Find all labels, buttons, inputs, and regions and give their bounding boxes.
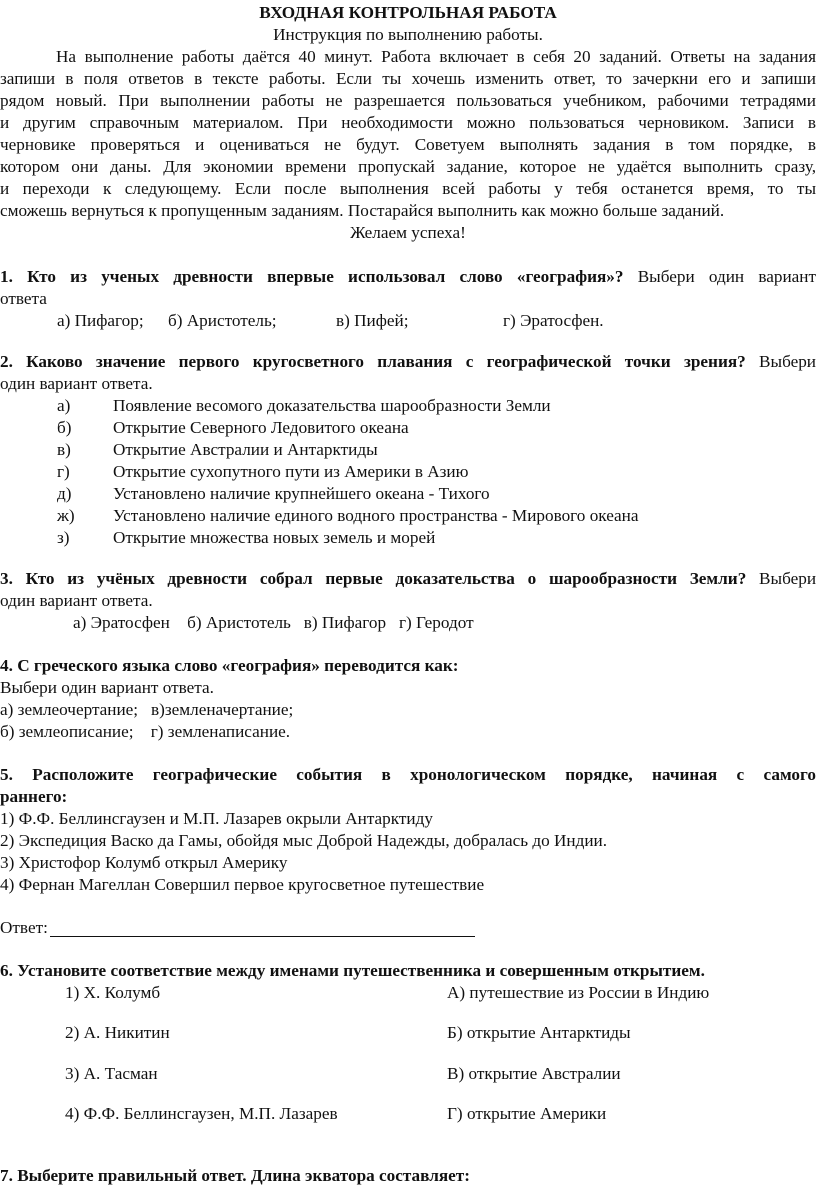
question-2-option-g[interactable]: Открытие множества новых земель и морей [113, 528, 436, 547]
question-2-option-letter: б) [57, 418, 72, 437]
question-1-prompt-cont: ответа [0, 289, 47, 308]
question-3-prompt-cont: один вариант ответа. [0, 591, 153, 610]
question-1-option-a[interactable]: а) Пифагор; [57, 311, 144, 330]
question-6-right-item: Б) открытие Антарктиды [447, 1023, 631, 1042]
question-2-option-b[interactable]: Открытие Северного Ледовитого океана [113, 418, 409, 437]
document-title: ВХОДНАЯ КОНТРОЛЬНАЯ РАБОТА [259, 3, 557, 22]
question-6-left-item: 3) А. Тасман [65, 1064, 158, 1083]
question-2-prompt [0, 351, 816, 373]
question-4-instruction: Выбери один вариант ответа. [0, 678, 214, 697]
question-1-prompt [0, 266, 816, 288]
instructions-heading: Инструкция по выполнению работы. [273, 25, 543, 44]
instruction-line: черновике проверяться и оцениваться не будут. Советуем выполнять задания в том порядке, в [0, 135, 816, 154]
question-5-prompt: 5. Расположите географические события в хронологическом порядке, начиная с самого [0, 765, 816, 784]
question-3-rest: Выбери [746, 569, 816, 588]
question-6-left-item: 2) А. Никитин [65, 1023, 170, 1042]
question-1-option-d[interactable]: г) Эратосфен. [503, 311, 604, 330]
question-5-answer [0, 917, 816, 939]
question-2-option-a[interactable]: Появление весомого доказательства шарообразности Земли [113, 396, 551, 415]
question-4-options-row-2[interactable]: б) землеописание; г) земленаписание. [0, 722, 291, 741]
question-2-option-e[interactable]: Установлено наличие крупнейшего океана - Тихого [113, 484, 490, 503]
question-2-bold: 2. Каково значение первого кругосветного плавания с географической точки зрения? [0, 352, 746, 371]
question-1-rest: Выбери один вариант [623, 267, 816, 286]
question-2-option-letter: а) [57, 396, 71, 415]
question-1-option-b[interactable]: б) Аристотель; [168, 311, 277, 330]
instruction-line: запиши в поля ответов в тексте работы. Если ты хочешь изменить ответ, то зачеркни его и запиши [0, 69, 816, 88]
answer-label: Ответ: [0, 918, 48, 937]
question-2-option-letter: в) [57, 440, 71, 459]
question-6-left-item: 1) Х. Колумб [65, 983, 161, 1002]
question-5-item: 3) Христофор Колумб открыл Америку [0, 853, 288, 872]
question-4-options-row-1[interactable]: а) землеочертание; в)земленачертание; [0, 700, 294, 719]
question-2-option-letter: з) [57, 528, 70, 547]
question-4-prompt: 4. С греческого языка слово «география» переводится как: [0, 656, 459, 675]
question-1-bold: 1. Кто из ученых древности впервые использовал слово «география»? [0, 267, 624, 286]
question-5-prompt-cont: раннего: [0, 787, 68, 806]
question-5-item: 2) Экспедиция Васко да Гамы, обойдя мыс Доброй Надежды, добралась до Индии. [0, 831, 608, 850]
instruction-line: и переходи к следующему. Если после выполнения всей работы у тебя останется время, то ты [0, 179, 816, 198]
instruction-line: рядом новый. При выполнении работы не разрешается пользоваться учебником, рабочими тетрадями [0, 91, 816, 110]
instruction-line: На выполнение работы даётся 40 минут. Работа включает в себя 20 заданий. Ответы на задания [56, 47, 816, 66]
question-2-option-f[interactable]: Установлено наличие единого водного пространства - Мирового океана [113, 506, 639, 525]
question-6-prompt: 6. Установите соответствие между именами путешественника и совершенным открытием. [0, 961, 705, 980]
question-2-option-letter: д) [57, 484, 72, 503]
question-2-option-letter: г) [57, 462, 70, 481]
instruction-line: сможешь вернуться к пропущенным заданиям. Постарайся выполнить как можно больше заданий. [0, 201, 725, 220]
question-6-right-item: А) путешествие из России в Индию [447, 983, 710, 1002]
question-2-rest: Выбери [745, 352, 816, 371]
question-3-prompt [0, 568, 816, 590]
question-6-right-item: В) открытие Австралии [447, 1064, 621, 1083]
question-1-option-c[interactable]: в) Пифей; [336, 311, 409, 330]
question-3-bold: 3. Кто из учёных древности собрал первые доказательства о шарообразности Земли? [0, 569, 747, 588]
question-7-prompt: 7. Выберите правильный ответ. Длина экватора составляет: [0, 1166, 470, 1185]
question-6-left-item: 4) Ф.Ф. Беллинсгаузен, М.П. Лазарев [65, 1104, 338, 1123]
question-3-options[interactable]: а) Эратосфен б) Аристотель в) Пифагор г) Геродот [73, 613, 474, 632]
question-2-prompt-cont: один вариант ответа. [0, 374, 153, 393]
answer-blank-line[interactable] [50, 919, 475, 937]
question-2-option-d[interactable]: Открытие сухопутного пути из Америки в Азию [113, 462, 469, 481]
question-6-right-item: Г) открытие Америки [447, 1104, 607, 1123]
question-5-item: 4) Фернан Магеллан Совершил первое кругосветное путешествие [0, 875, 485, 894]
instruction-line: и другим справочным материалом. При необходимости можно пользоваться черновиком. Записи в [0, 113, 816, 132]
instruction-line: котором они даны. Для экономии времени пропускай задание, которое не удаётся выполнить сразу, [0, 157, 816, 176]
question-2-option-letter: ж) [57, 506, 75, 525]
question-5-item: 1) Ф.Ф. Беллинсгаузен и М.П. Лазарев окрыли Антарктиду [0, 809, 433, 828]
question-2-option-c[interactable]: Открытие Австралии и Антарктиды [113, 440, 378, 459]
wish-line: Желаем успеха! [350, 223, 466, 242]
